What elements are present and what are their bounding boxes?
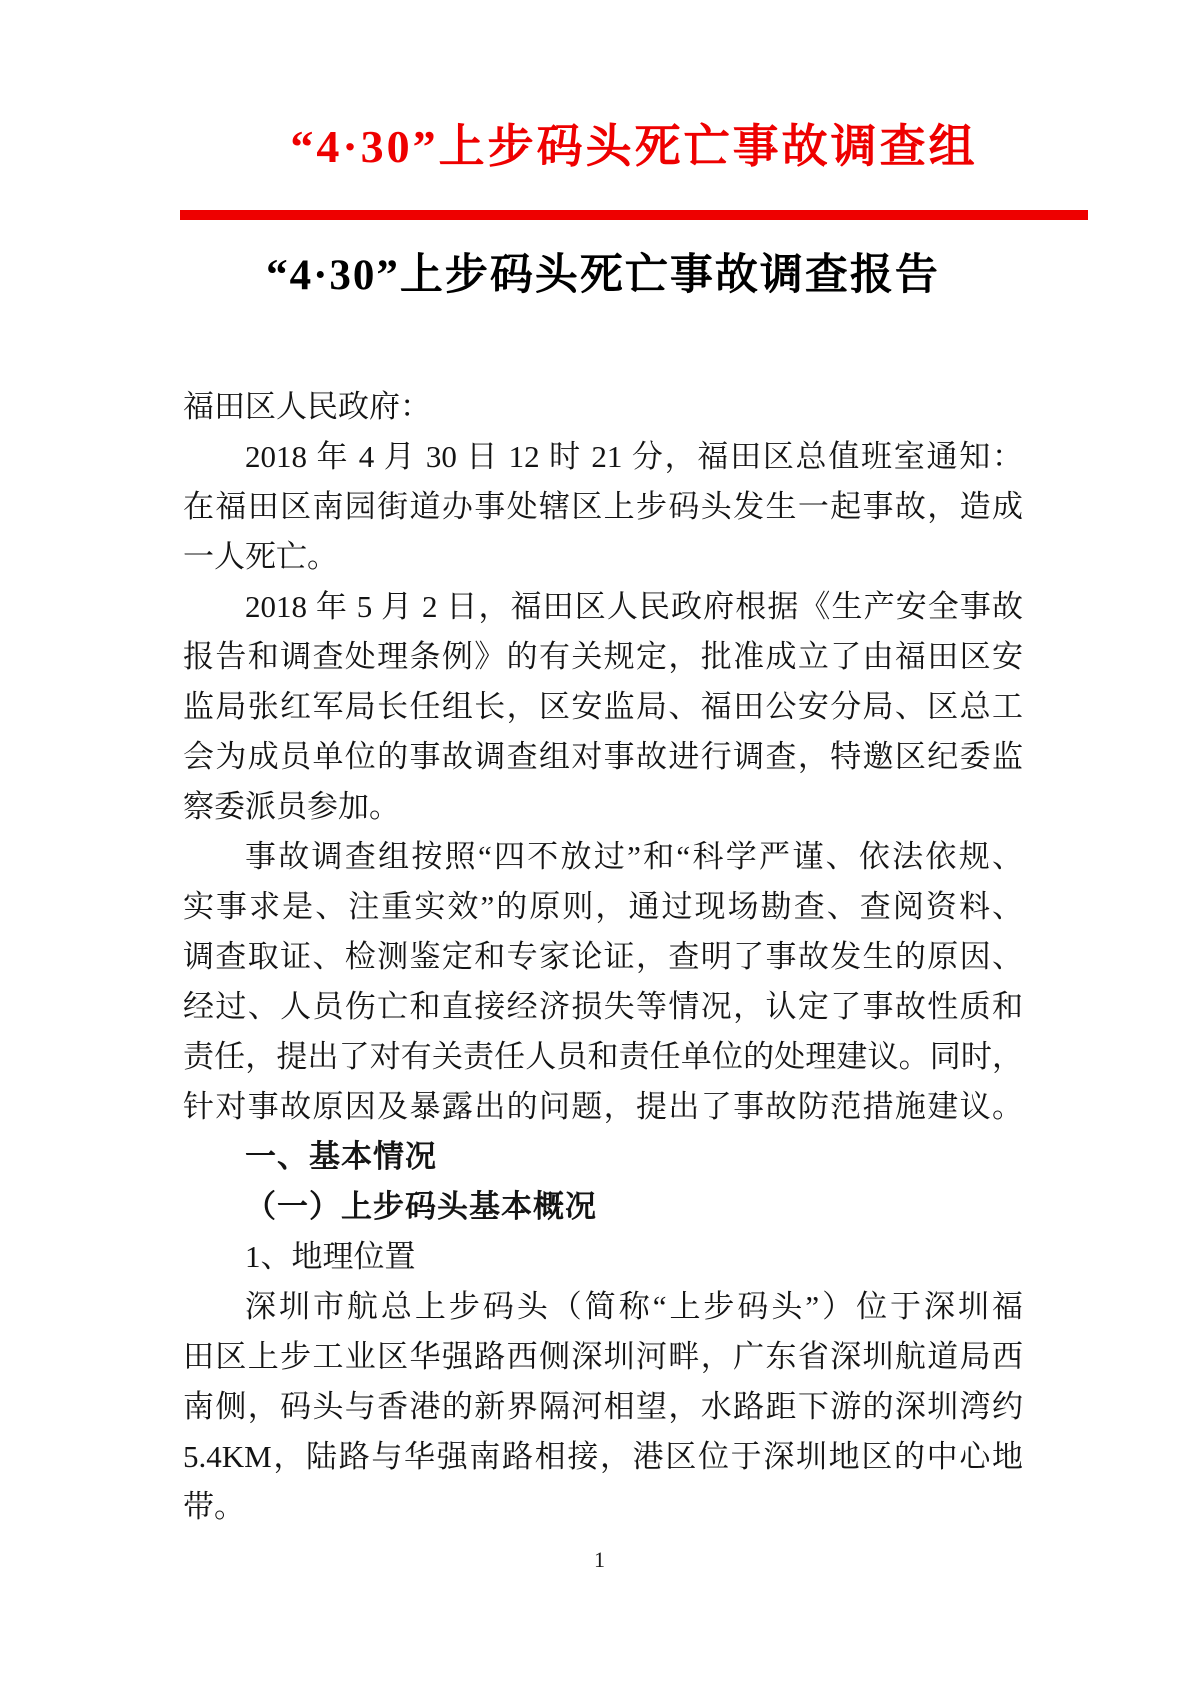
text-line: 调查取证、检测鉴定和专家论证，查明了事故发生的原因、: [183, 939, 1023, 974]
text-line: 针对事故原因及暴露出的问题，提出了事故防范措施建议。: [183, 1089, 1023, 1124]
document-title: “4·30”上步码头死亡事故调查报告: [266, 252, 940, 299]
text-line: 会为成员单位的事故调查组对事故进行调查，特邀区纪委监: [183, 739, 1023, 774]
text-line: 责任，提出了对有关责任人员和责任单位的处理建议。同时，: [183, 1039, 1023, 1074]
text-line: 5.4KM，陆路与华强南路相接，港区位于深圳地区的中心地: [183, 1439, 1023, 1474]
text-line: 经过、人员伤亡和直接经济损失等情况，认定了事故性质和: [183, 989, 1023, 1024]
text-line: 报告和调查处理条例》的有关规定，批准成立了由福田区安: [183, 639, 1023, 674]
page-header: [180, 0, 1088, 220]
text-line: 监局张红军局长任组长，区安监局、福田公安分局、区总工: [183, 689, 1023, 724]
text-line: 实事求是、注重实效”的原则，通过现场勘查、查阅资料、: [183, 889, 1023, 924]
subsection-heading: （一）上步码头基本概况: [245, 1189, 597, 1224]
text-line: 深圳市航总上步码头（简称“上步码头”）位于深圳福: [245, 1289, 1023, 1324]
sub-subsection-heading: 1、地理位置: [245, 1239, 416, 1274]
page-number: 1: [594, 1547, 605, 1572]
text-line: 2018 年 5 月 2 日，福田区人民政府根据《生产安全事故: [245, 589, 1023, 624]
section-heading: 一、基本情况: [245, 1139, 437, 1174]
text-line: 2018 年 4 月 30 日 12 时 21 分，福田区总值班室通知：: [245, 439, 1023, 474]
text-line: 带。: [183, 1489, 245, 1524]
header-double-rule: [180, 210, 1088, 220]
text-line: 在福田区南园街道办事处辖区上步码头发生一起事故，造成: [183, 489, 1023, 524]
text-line: 南侧，码头与香港的新界隔河相望，水路距下游的深圳湾约: [183, 1389, 1023, 1424]
document-body: [183, 382, 1023, 1532]
text-line: 一人死亡。: [183, 539, 338, 574]
text-line: 察委派员参加。: [183, 789, 400, 824]
text-line: 田区上步工业区华强路西侧深圳河畔，广东省深圳航道局西: [183, 1339, 1023, 1374]
header-title: “4·30”上步码头死亡事故调查组: [290, 121, 978, 172]
text-line: 事故调查组按照“四不放过”和“科学严谨、依法依规、: [245, 839, 1023, 874]
salutation-line: 福田区人民政府：: [183, 389, 431, 424]
